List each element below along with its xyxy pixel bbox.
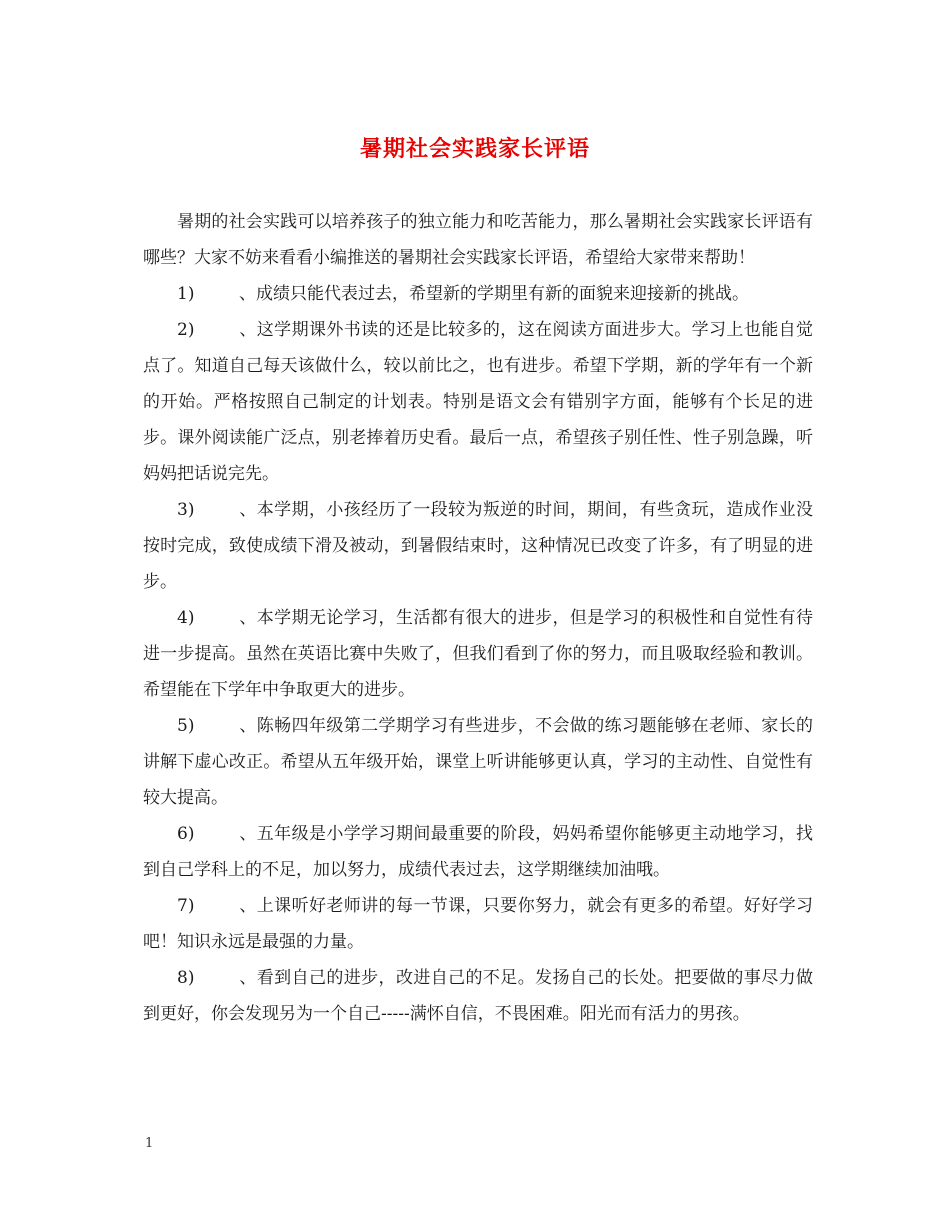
comment-item-8	[143, 960, 813, 1032]
document-title: 暑期社会实践家长评语	[359, 136, 590, 162]
item-number: 7)	[177, 896, 195, 916]
item-text: 、上课听好老师讲的每一节课，只要你努力，就会有更多的希望。好好学习吧！知识永远是最强的力量。	[143, 896, 813, 952]
item-text: 、成绩只能代表过去，希望新的学期里有新的面貌来迎接新的挑战。	[239, 284, 749, 304]
comment-item-1	[143, 276, 813, 312]
intro-paragraph: 暑期的社会实践可以培养孩子的独立能力和吃苦能力，那么暑期社会实践家长评语有哪些？大家不妨来看看小编推送的暑期社会实践家长评语，希望给大家带来帮助！	[143, 212, 813, 268]
item-number: 6)	[177, 824, 195, 844]
comment-item-3	[143, 492, 813, 600]
item-text: 、这学期课外书读的还是比较多的，这在阅读方面进步大。学习上也能自觉点了。知道自己每天该做什么，较以前比之，也有进步。希望下学期，新的学年有一个新的开始。严格按照自己制定的计划表。特别是语文会有错别字方面，能够有个长足的进步。课外阅读能广泛点，别老捧着历史看。最后一点，希望孩子别任性、性子别急躁，听妈妈把话说完先。	[143, 320, 813, 484]
comment-item-2	[143, 312, 813, 492]
item-number: 4)	[177, 608, 195, 628]
page-number: 1	[145, 1136, 154, 1151]
item-text: 、看到自己的进步，改进自己的不足。发扬自己的长处。把要做的事尽力做到更好，你会发现另为一个自己-----满怀自信，不畏困难。阳光而有活力的男孩。	[143, 968, 813, 1024]
item-text: 、本学期，小孩经历了一段较为叛逆的时间，期间，有些贪玩，造成作业没按时完成，致使成绩下滑及被动，到暑假结束时，这种情况已改变了许多，有了明显的进步。	[143, 500, 813, 592]
item-text: 、陈畅四年级第二学期学习有些进步，不会做的练习题能够在老师、家长的讲解下虚心改正。希望从五年级开始，课堂上听讲能够更认真，学习的主动性、自觉性有较大提高。	[143, 716, 813, 808]
item-number: 3)	[177, 500, 195, 520]
comment-item-7	[143, 888, 813, 960]
comment-item-6	[143, 816, 813, 888]
document-body	[143, 204, 813, 1032]
item-text: 、本学期无论学习，生活都有很大的进步，但是学习的积极性和自觉性有待进一步提高。虽然在英语比赛中失败了，但我们看到了你的努力，而且吸取经验和教训。希望能在下学年中争取更大的进步。	[143, 608, 813, 700]
item-number: 5)	[177, 716, 195, 736]
item-number: 2)	[177, 320, 195, 340]
comment-item-4	[143, 600, 813, 708]
item-number: 8)	[177, 968, 195, 988]
comment-item-5	[143, 708, 813, 816]
item-number: 1)	[177, 284, 195, 304]
item-text: 、五年级是小学学习期间最重要的阶段，妈妈希望你能够更主动地学习，找到自己学科上的不足，加以努力，成绩代表过去，这学期继续加油哦。	[143, 824, 813, 880]
